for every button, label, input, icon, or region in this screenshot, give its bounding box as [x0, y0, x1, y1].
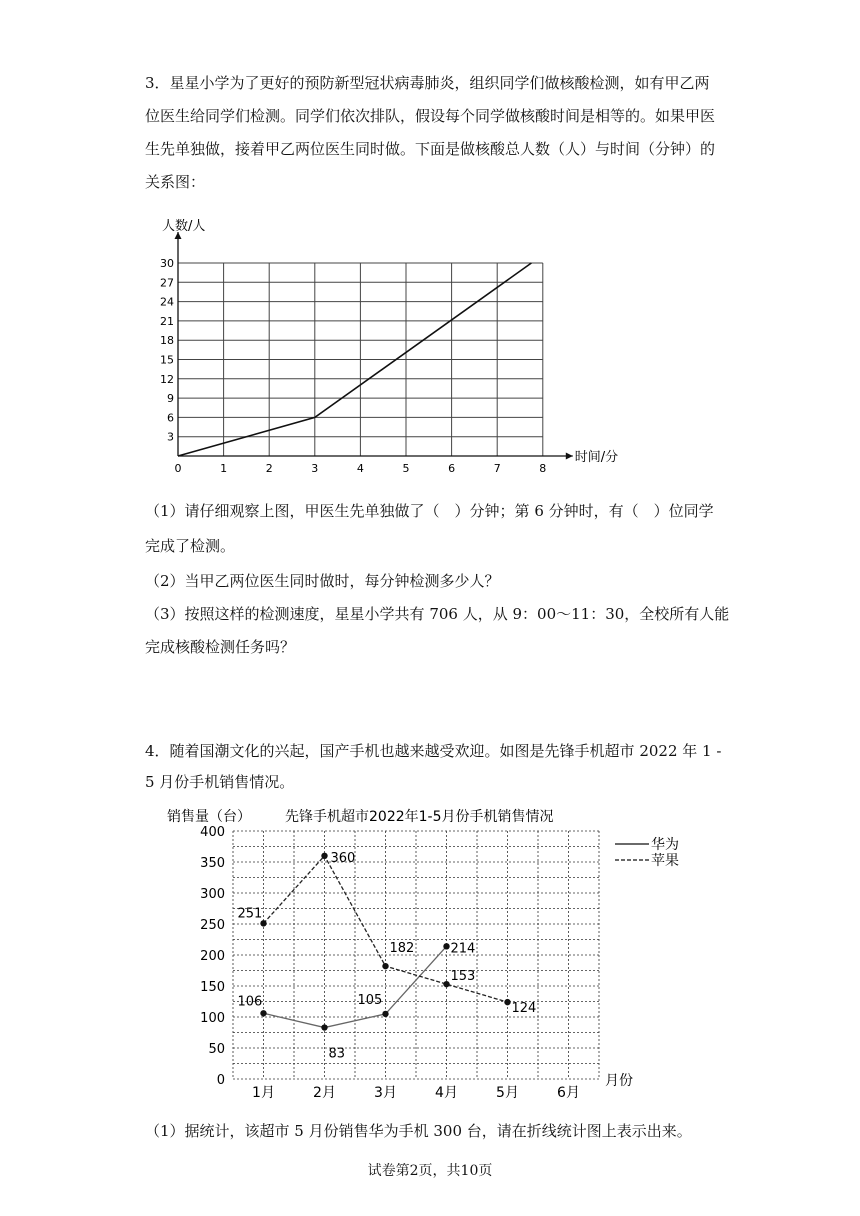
data-label: 251: [237, 906, 263, 922]
x-tick-label: 0: [174, 462, 182, 472]
page-footer: 试卷第2页，共10页: [367, 1163, 493, 1179]
x-tick-label: 3月: [374, 1085, 397, 1100]
x-tick-label: 4: [356, 462, 364, 472]
q3-sub3-line1: （3）按照这样的检测速度，星星小学共有 706 人，从 9：00～11：30，全校所有人能: [145, 605, 730, 623]
y-tick-label: 15: [160, 353, 174, 367]
y-tick-label: 300: [200, 887, 225, 902]
data-point: [321, 1024, 327, 1030]
y-tick-label: 3: [167, 430, 174, 444]
x-tick-label: 6月: [557, 1085, 580, 1100]
data-label: 105: [357, 992, 383, 1008]
q4-sub1: （1）据统计，该超市 5 月份销售华为手机 300 台，请在折线统计图上表示出来。: [145, 1122, 692, 1140]
y-tick-label: 30: [160, 257, 174, 270]
y-tick-label: 150: [200, 980, 225, 995]
y-tick-label: 400: [200, 825, 225, 840]
legend-label: 华为: [651, 837, 679, 853]
x-tick-label: 4月: [435, 1085, 458, 1100]
q3-sub3-line2: 完成核酸检测任务吗？: [145, 638, 296, 656]
q3-sub1-line2: 完成了检测。: [145, 537, 236, 555]
x-tick-label: 2月: [313, 1085, 336, 1100]
data-label: 124: [511, 1001, 537, 1017]
x-tick-label: 5月: [496, 1085, 519, 1100]
x-tick-label: 6: [448, 462, 456, 472]
y-tick-label: 9: [167, 392, 174, 406]
y-axis-label: 销售量（台）: [167, 809, 251, 825]
data-label: 360: [330, 850, 356, 866]
data-label: 83: [328, 1046, 346, 1062]
data-label: 182: [389, 941, 415, 957]
x-tick-label: 7: [493, 462, 501, 472]
y-tick-label: 6: [167, 411, 174, 425]
time-count-chart: [150, 212, 640, 472]
q3-text: [145, 67, 725, 199]
data-point: [504, 999, 510, 1005]
x-axis-arrow: [566, 453, 573, 460]
y-tick-label: 0: [216, 1073, 225, 1088]
x-axis-label: 月份: [605, 1073, 633, 1089]
y-tick-label: 21: [160, 314, 174, 328]
y-tick-label: 200: [200, 949, 225, 964]
x-tick-label: 1: [220, 462, 228, 472]
q4-line1: 4．随着国潮文化的兴起，国产手机也越来越受欢迎。如图是先锋手机超市 2022 年 1 -: [145, 742, 722, 760]
y-tick-label: 27: [160, 276, 174, 290]
x-tick-label: 1月: [252, 1085, 275, 1100]
q3-sub2: （2）当甲乙两位医生同时做时，每分钟检测多少人？: [145, 572, 500, 590]
y-tick-label: 250: [200, 918, 225, 933]
y-tick-label: 100: [200, 1011, 225, 1026]
x-tick-label: 2: [265, 462, 273, 472]
y-tick-label: 24: [160, 295, 174, 309]
legend-label: 苹果: [651, 853, 679, 869]
q3-line: 位医生给同学们检测。同学们依次排队，假设每个同学做核酸时间是相等的。如果甲医: [145, 107, 716, 125]
x-tick-label: 8: [539, 462, 547, 472]
q3-line: 关系图：: [145, 173, 206, 191]
q3-sub1-line1: （1）请仔细观察上图，甲医生先单独做了（ ）分钟；第 6 分钟时，有（ ）位同学: [145, 502, 714, 520]
data-point: [321, 853, 327, 859]
y-tick-label: 350: [200, 856, 225, 871]
x-tick-label: 5: [402, 462, 410, 472]
data-point: [382, 963, 388, 969]
x-axis-label: 时间/分: [574, 450, 619, 465]
data-label: 153: [450, 969, 476, 985]
x-tick-label: 3: [311, 462, 319, 472]
q4-line2: 5 月份手机销售情况。: [145, 773, 295, 791]
chart-title: 先锋手机超市2022年1-5月份手机销售情况: [285, 809, 554, 825]
data-label: 214: [450, 941, 476, 957]
y-tick-label: 12: [160, 372, 174, 386]
q3-line: 3．星星小学为了更好的预防新型冠状病毒肺炎，组织同学们做核酸检测，如有甲乙两: [145, 74, 710, 92]
data-point: [443, 981, 449, 987]
y-axis-label: 人数/人: [162, 219, 206, 234]
data-point: [382, 1011, 388, 1017]
y-tick-label: 18: [160, 334, 174, 348]
data-label: 106: [237, 994, 263, 1010]
data-point: [443, 943, 449, 949]
y-tick-label: 50: [208, 1042, 225, 1057]
data-point: [260, 1010, 266, 1016]
q3-line: 生先单独做，接着甲乙两位医生同时做。下面是做核酸总人数（人）与时间（分钟）的: [145, 140, 716, 158]
phone-sales-chart: [165, 800, 685, 1100]
